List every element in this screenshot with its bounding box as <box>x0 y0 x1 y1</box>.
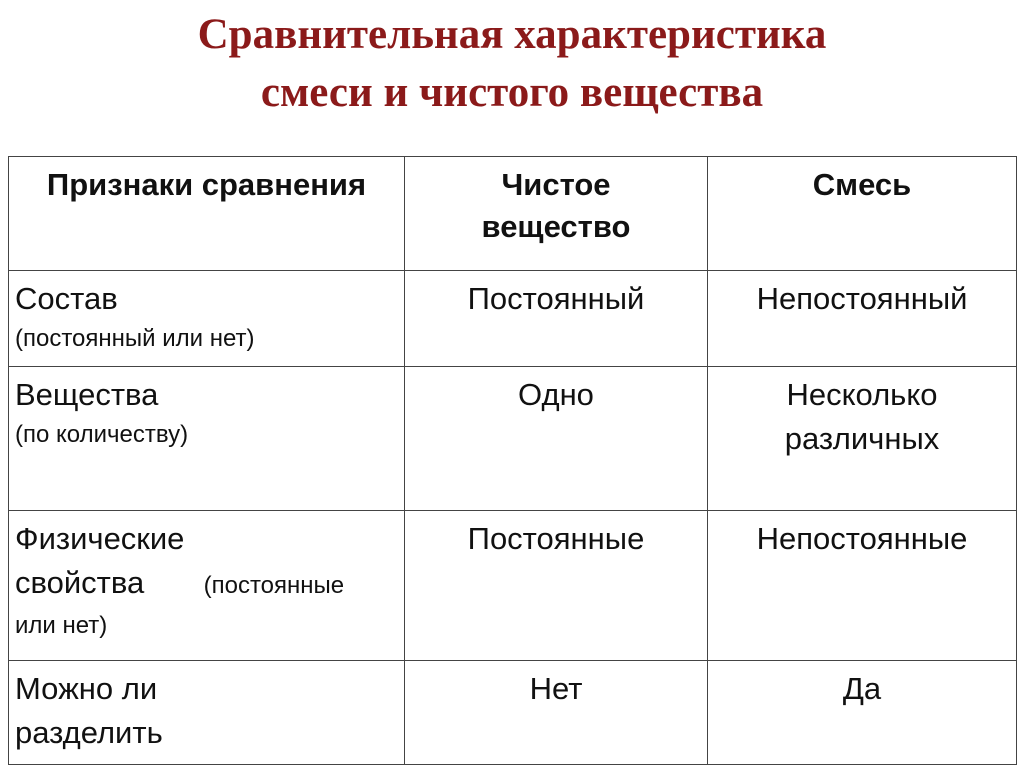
mixture-value-cell: Несколько различных <box>708 367 1017 511</box>
title-line-1: Сравнительная характеристика <box>197 11 827 58</box>
table-row <box>9 661 1017 765</box>
mixture-value-cell: Непостоянные <box>708 511 1017 661</box>
pure-value-cell: Одно <box>405 367 708 511</box>
feature-label: Физические свойства <box>15 521 185 600</box>
feature-label: Вещества <box>15 377 159 412</box>
feature-cell <box>9 661 405 765</box>
feature-cell <box>9 367 405 511</box>
pure-value-cell: Постоянные <box>405 511 708 661</box>
table-row <box>9 271 1017 367</box>
table-row <box>9 367 1017 511</box>
header-features: Признаки сравнения <box>9 157 405 271</box>
feature-label: Можно ли разделить <box>15 671 163 750</box>
header-pure-substance: Чистое вещество <box>405 157 708 271</box>
header-mixture: Смесь <box>708 157 1017 271</box>
feature-note: (постоянные <box>203 572 345 599</box>
feature-cell <box>9 511 405 661</box>
mixture-value-cell: Да <box>708 661 1017 765</box>
comparison-table <box>8 156 1017 765</box>
mixture-value-cell: Непостоянный <box>708 271 1017 367</box>
pure-value-cell: Постоянный <box>405 271 708 367</box>
title-line-2: смеси и чистого вещества <box>260 69 764 116</box>
feature-cell <box>9 271 405 367</box>
table-header-row <box>9 157 1017 271</box>
page-title <box>0 6 1024 122</box>
feature-note: (постоянный или нет) <box>15 325 255 352</box>
feature-label: Состав <box>15 281 118 316</box>
feature-note: (по количеству) <box>15 421 189 448</box>
pure-value-cell: Нет <box>405 661 708 765</box>
feature-note-cont: или нет) <box>15 612 108 639</box>
table-row <box>9 511 1017 661</box>
